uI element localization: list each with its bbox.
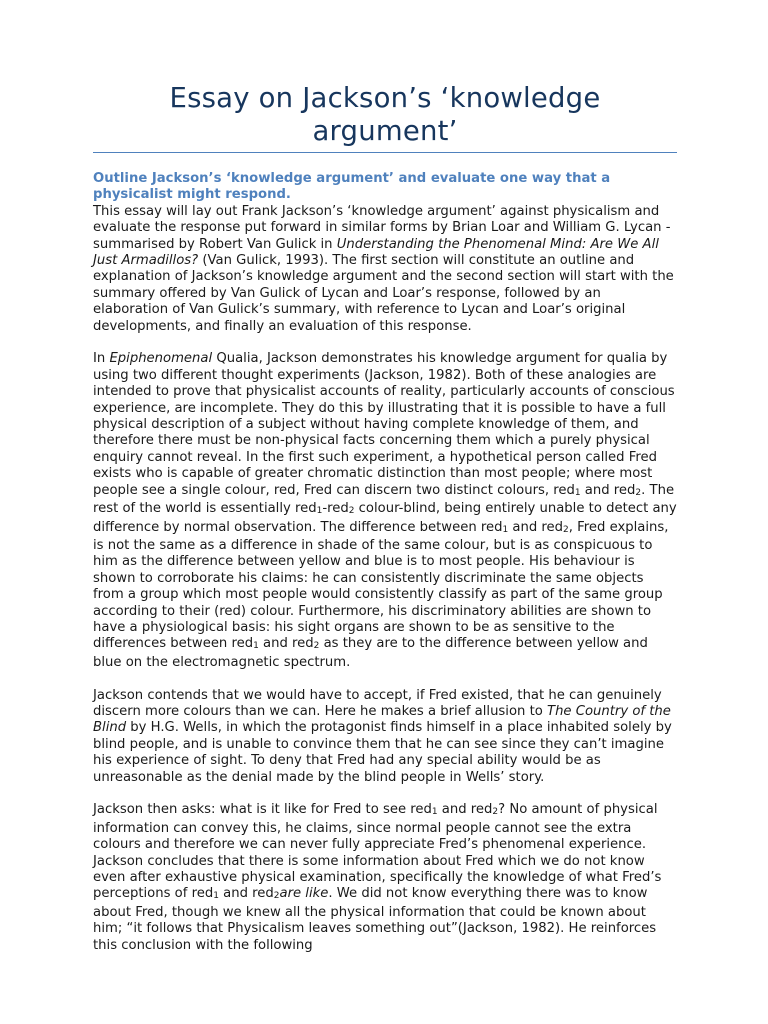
text-run: Jackson contends that we would have to accept, if Fred existed, that he can genuinely discern more colours than we can. Here he makes a brief allusion to (93, 687, 662, 719)
subscript: 2 (348, 506, 355, 517)
text-run: Jackson then asks: what is it like for Fred to see red (93, 802, 432, 818)
text-run: by H.G. Wells, in which the protagonist finds himself in a place inhabited solely by blind people, and is unable to convince them that he can see since they can’t imagine his experience of sight. To deny that Fred had any special ability would be as unreasonable as the denial made by the blind people in Wells’ story. (93, 720, 672, 785)
subscript: 2 (563, 524, 569, 535)
text-run: In (93, 351, 110, 367)
text-run: (Van Gulick, 1993). The first section will constitute an outline and explanation of Jackson’s knowledge argument and the second section will start with the summary offered by Van Gulick of Lycan and Loar’s response, followed by an elaboration of Van Gulick’s summary, with reference to Lycan and Loar’s original developments, and finally an evaluation of this response. (93, 253, 674, 334)
text-run: ? No amount of physical information can convey this, he claims, since normal people cannot see the extra colours and therefore we can never fully appreciate Fred’s phenomenal experience. Jackson concludes that there is some information about Fred which we do not know even after exhaustive physical examination, specifically the knowledge of what Fred’s perceptions of red (93, 802, 662, 902)
subscript: 1 (574, 487, 581, 498)
subscript: 1 (431, 807, 438, 818)
paragraph-introduction (93, 204, 677, 335)
text-run: . The rest of the world is essentially red (93, 482, 675, 517)
essay-title: Essay on Jackson’s ‘knowledge argument’ (169, 82, 601, 147)
paragraph-country-of-the-blind (93, 688, 677, 786)
text-run: . We did not know everything there was to know about Fred, though we knew all the physical information that could be known about him; “it follows that Physicalism leaves something out”(Jackson, 1982). He reinforces this conclusion with the following (93, 886, 657, 953)
subscript: 2 (273, 891, 280, 902)
subscript: 2 (313, 641, 320, 652)
subscript: 2 (492, 807, 499, 818)
text-run: Qualia, Jackson demonstrates his knowledge argument for qualia by using two different thought experiments (Jackson, 1982). Both of these analogies are intended to prove that physicalist accounts of reality, particularly accounts of conscious experience, are incomplete. They do this by illustrating that it is possible to have a full physical description of a subject without having complete knowledge of them, and therefore there must be non-physical facts concerning them which a purely physical enquiry cannot reveal. In the first such experiment, a hypothetical person called Fred exists who is capable of greater chromatic distinction than most people; where most people see a single colour, red, Fred can discern two distinct colours, red (93, 351, 675, 498)
text-run: and red (437, 802, 493, 818)
subscript: 1 (213, 891, 219, 902)
subscript: 1 (316, 506, 323, 517)
emphasis-italic: are like (279, 886, 329, 902)
paragraph-jackson-conclusion (93, 802, 677, 954)
subscript: 1 (502, 524, 509, 535)
book-title-italic: The Country of the Blind (93, 703, 671, 736)
book-title-italic: Understanding the Phenomenal Mind: Are We All Just Armadillos? (93, 236, 659, 269)
source-title-italic: Epiphenomenal (109, 351, 213, 367)
subscript: 2 (635, 487, 642, 498)
text-run: and red (218, 886, 274, 902)
essay-question-heading: Outline Jackson’s ‘knowledge argument’ and evaluate one way that a physicalist might respond. (93, 171, 611, 203)
text-run: and red (580, 482, 636, 498)
text-run: -red (322, 501, 349, 517)
paragraph-fred-experiment (93, 351, 677, 671)
text-run: colour-blind, being entirely unable to detect any difference by normal observation. The difference between red (93, 501, 677, 535)
text-run: and red (258, 636, 314, 652)
subscript: 1 (253, 641, 259, 652)
document-page (93, 0, 677, 954)
text-run: This essay will lay out Frank Jackson’s ‘knowledge argument’ against physicalism and evaluate the response put forward in similar forms by Brian Loar and William G. Lycan - summarised by Robert Van Gulick in (93, 203, 671, 252)
text-run: , Fred explains, is not the same as a difference in shade of the same colour, but is as conspicuous to him as the difference between yellow and blue is to most people. His behaviour is shown to corroborate his claims: he can consistently discriminate the same objects from a group which most people would consistently classify as part of the same group according to their (red) colour. Furthermore, his discriminatory abilities are shown to have a physiological basis: his sight organs are shown to be as sensitive to the differences between red (93, 519, 669, 652)
text-run: and red (508, 519, 564, 535)
text-run: as they are to the difference between yellow and blue on the electromagnetic spectrum. (93, 636, 648, 670)
title-divider (93, 152, 677, 153)
